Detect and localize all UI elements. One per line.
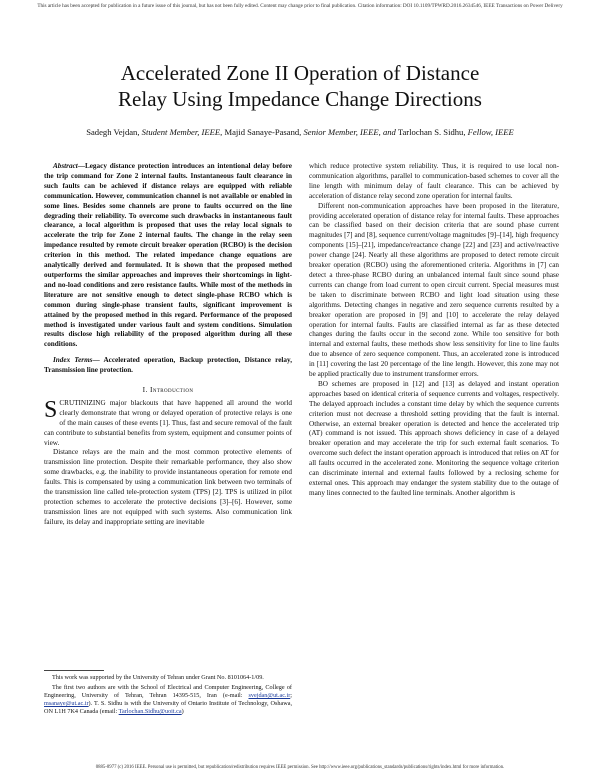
left-column — [44, 162, 292, 528]
author-role: Senior Member, IEEE — [303, 127, 379, 137]
footnote-text: The first two authors are with the School of Electrical and Computer Engineering, College of Engineering, University of Tehran, Tehran 14395-515, Iran (e-mail: — [44, 684, 292, 700]
author-role: Student Member, IEEE — [141, 127, 221, 137]
title-line-1: Accelerated Zone II Operation of Distance — [120, 61, 480, 85]
footnote-affiliations — [44, 684, 292, 716]
footnote-text: ). T. S. Sidhu is with the University of Ontario Institute of Technology, Oshawa, ON L1H 7K4 Canada (email: — [44, 700, 292, 716]
drop-cap: S — [44, 396, 58, 423]
section-heading — [44, 385, 292, 395]
abstract-label: Abstract — [53, 162, 78, 170]
body-paragraph: Different non-communication approaches have been proposed in the literature, providing accelerated operation of distance relay for internal faults. These approaches can be classified based on their decision criteria that are sound phase current magnitudes [7] and [8], sequence current/voltage magnitudes [9]–[14], high frequency components [15]–[21], impedance/reactance change [22] and [23] and active/reactive power change [24]. Nearly all these algorithms are proposed to detect remote circuit breaker operation (RCBO) using the aforementioned criteria. Algorithms in [7] can detect a three-phase RCBO during an unbalanced internal fault since sound phase currents can change from load current to open circuit current. Special measures must be taken to discriminate between RCBO and light load situation using these algorithms. Detecting changes in negative and zero sequence currents resulted by a breaker operation are proposed in [9] and [10] to accelerate the relay delayed operation for internal faults. Faults are classified internal as far as these detected changes during the faults occur in the second zone. While too sensitive for both internal and external faults, these methods show less sensitivity for line to line faults due to absence of zero sequence component. Thus, an accelerated zone is introduced in [11] covering the last 20 percentage of the line length. However, this zone may not be applied practically due to instrument transformer errors. — [309, 201, 559, 379]
journal-header-note: This article has been accepted for publication in a future issue of this journal, but has not been fully edited. Content may change prior to final publication. Citation information: DOI 10.1109/TPWRD.2016.2634546, IEEE Transactions on Power Delivery — [37, 3, 563, 9]
email-link[interactable]: Tarlochan.Sidhu@uoit.ca — [118, 708, 182, 716]
author-text: Sadegh Vejdan, — [86, 127, 142, 137]
author-text: , — [378, 127, 383, 137]
index-terms-text: — Accelerated operation, Backup protection, Distance relay, Transmission line protection. — [44, 356, 292, 375]
author-role: Fellow, IEEE — [467, 127, 514, 137]
author-conjunction: and — [382, 127, 396, 137]
intro-paragraph-1 — [44, 396, 292, 449]
abstract — [44, 162, 292, 350]
index-terms-label: Index Terms — [53, 356, 93, 365]
paper-title — [40, 60, 560, 112]
section-heading-text: I. Introduction — [142, 385, 194, 395]
index-terms — [44, 356, 292, 376]
author-text: , Majid Sanaye-Pasand, — [220, 127, 304, 137]
copyright-footer: 0885-8977 (c) 2016 IEEE. Personal use is permitted, but republication/redistribution requires IEEE permission. See http://www.ieee.org/publications_standards/publications/rights/index.html for more information. — [95, 765, 505, 770]
email-link[interactable]: svejdan@ut.ac.ir — [248, 692, 291, 700]
author-list — [60, 126, 540, 138]
body-paragraph: which reduce protective system reliability. Thus, it is required to use local non-communication algorithms, parallel to communication-based schemes to cover all the line length with minimum delay of fault clearance. This can be achieved by acceleration of distance relay second zone operation for internal faults. — [309, 162, 559, 200]
title-line-2: Relay Using Impedance Change Directions — [118, 87, 482, 111]
body-paragraph: BO schemes are proposed in [12] and [13] as delayed and instant operation approaches based on identical criteria of sequence currents and voltages, respectively. The delayed approach includes a constant time delay by which the sequence currents criterion must not decrease a threshold setting providing that the fault is internal. Otherwise, an external breaker operation is detected and hence the accelerated trip (AT) command is not issued. This approach shows deficiency in case of a delayed breaker operation and may accelerate the trip for such external fault scenarios. To overcome such defect the instant operation approach is introduced that relies on AT for all faults occurred in the accelerated zone. Monitoring the sequence voltage criterion can discriminate internal and external faults followed by a reclosing scheme for external ones. This approach may endanger the system stability due to the outage of many lines connected to the faulted line terminals. Another algorithm is — [309, 379, 559, 497]
footnote-text: ; — [290, 692, 292, 700]
footnote-funding: This work was supported by the University of Tehran under Grant No. 8101064-1/09. — [52, 674, 264, 681]
intro-first-word: CRUTINIZING — [59, 398, 106, 407]
footnote-rule — [44, 670, 104, 671]
abstract-text: —Legacy distance protection introduces an intentional delay before the trip command for Zone 2 internal faults. Instantaneous fault clearance in such faults can be achieved if distance relays are equipped with reliable communication. However, communication channel is not available or enabled in some lines. Besides some channels are prone to faults occurred on the line degrading their reliability. To overcome such drawbacks in instantaneous fault clearance, a local algorithm is proposed that uses the relay local signals to accelerate the trip for Zone 2 internal faults. The change in the relay seen impedance resulted by remote circuit breaker operation (RCBO) is the decision criterion in this method. The related impedance change equations are analytically derived and formulated. It is shown that the proposed method outperforms the similar approaches and improves their shortcomings in light- and no-load conditions and zero resistance faults. While most of the methods in literature are not sensitive enough to detect single-phase RCBO which is common during single-phase transient faults, significant improvement is attained by the proposed method in this regard. Performance of the proposed method is investigated under various fault and system conditions. Simulation results disclose high reliability of the proposed algorithm during all these conditions. — [44, 162, 292, 349]
email-link[interactable]: msanaye@ut.ac.ir — [44, 700, 89, 708]
intro-paragraph-2: Distance relays are the main and the most common protective elements of transmission line protection. Despite their remarkable performance, they also show some drawbacks, e.g. the inability to provide instantaneous operation for remote end faults. This is compensated by using a communication link between two terminals of the transmission line called tele-protection system (TPS) [2]. TPS is utilized in pilot protection schemes to accelerate the protective decisions [3]–[6]. However, some transmission lines are not equipped with such systems. Also communication link failure, its delay and inappropriate setting are inevitable — [44, 448, 292, 526]
intro-text: major blackouts that have happened all around the world clearly demonstrate that wrong or delayed operation of protective relays is one of the main causes of these events [1]. Thus, fast and secure removal of the fault can contribute to substantial benefits from system, equipment and consumer points of view. — [44, 398, 292, 447]
footnote-text: ) — [181, 708, 184, 716]
author-text: Tarlochan S. Sidhu, — [395, 127, 468, 137]
footnotes — [44, 670, 292, 718]
right-column — [309, 162, 559, 499]
